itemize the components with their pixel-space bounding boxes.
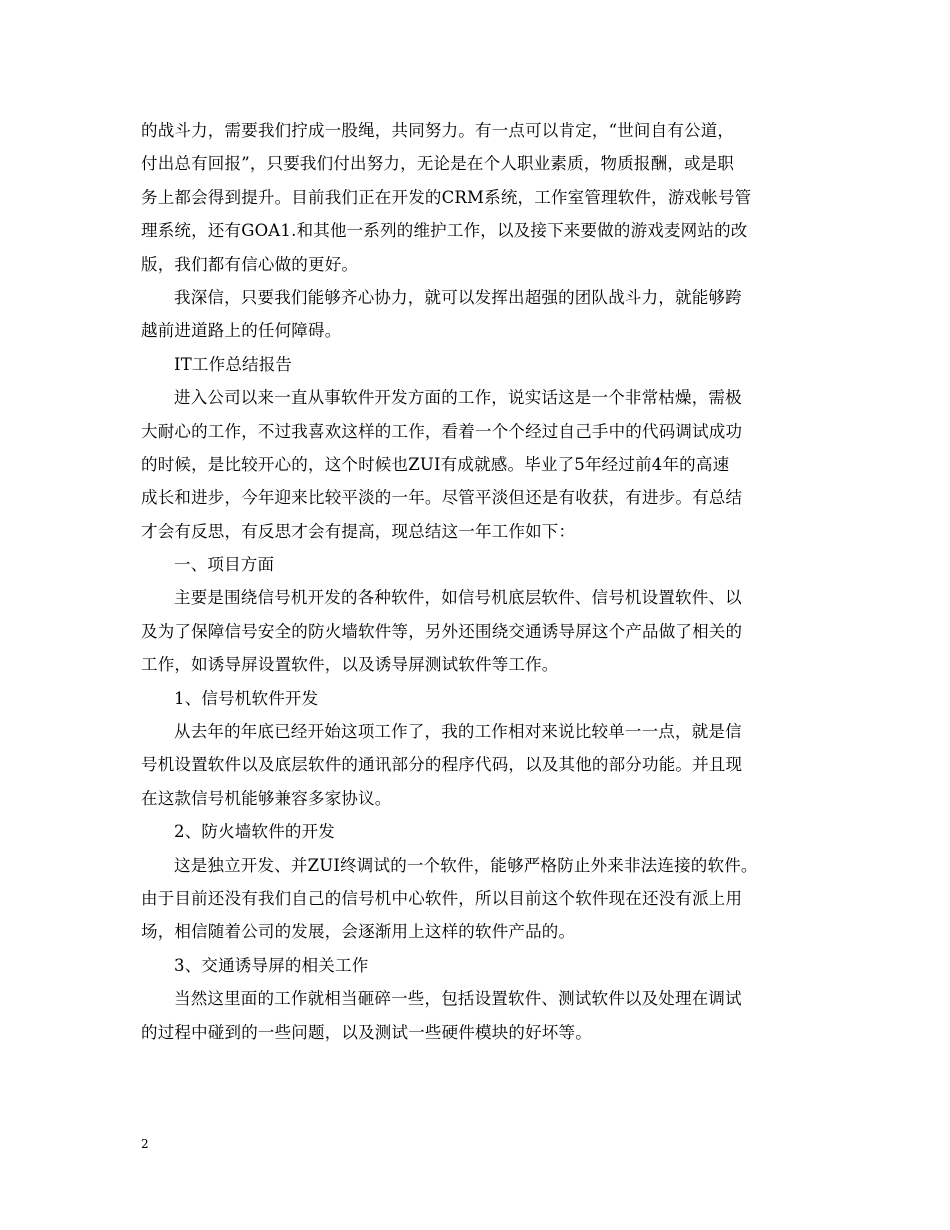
- text-line: 版，我们都有信心做的更好。: [141, 254, 359, 274]
- text-line: 的战斗力，需要我们拧成一股绳，共同努力。有一点可以肯定，“世间自有公道，: [141, 121, 735, 140]
- page-number: 2: [141, 1137, 149, 1151]
- text-line: 才会有反思，有反思才会有提高，现总结这一年工作如下：: [141, 521, 576, 541]
- text-line: 务上都会得到提升。目前我们正在开发的CRM系统，工作室管理软件，游戏帐号管: [141, 187, 752, 207]
- text-line: 付出总有回报”，只要我们付出努力，无论是在个人职业素质，物质报酬，或是职: [141, 154, 735, 174]
- text-line: 进入公司以来一直从事软件开发方面的工作，说实话这是一个非常枯燥，需极: [174, 388, 742, 408]
- text-line: 大耐心的工作，不过我喜欢这样的工作，看着一个个经过自己手中的代码调试成功: [141, 421, 743, 441]
- text-line: IT工作总结报告: [174, 354, 293, 374]
- text-line: 2、防火墙软件的开发: [174, 822, 335, 842]
- text-line: 当然这里面的工作就相当砸碎一些，包括设置软件、测试软件以及处理在调试: [174, 989, 742, 1009]
- text-line: 工作，如诱导屏设置软件，以及诱导屏测试软件等工作。: [141, 655, 559, 675]
- text-line: 由于目前还没有我们自己的信号机中心软件，所以目前这个软件现在还没有派上用: [141, 888, 743, 908]
- text-line: 我深信，只要我们能够齐心协力，就可以发挥出超强的团队战斗力，就能够跨: [174, 287, 742, 307]
- text-line: 场，相信随着公司的发展，会逐渐用上这样的软件产品的。: [141, 922, 576, 942]
- text-line: 及为了保障信号安全的防火墙软件等，另外还围绕交通诱导屏这个产品做了相关的: [141, 621, 743, 641]
- text-line: 1、信号机软件开发: [174, 688, 319, 708]
- text-line: 越前进道路上的任何障碍。: [141, 321, 342, 341]
- text-line: 这是独立开发、并ZUI终调试的一个软件，能够严格防止外来非法连接的软件。: [174, 855, 758, 875]
- text-line: 主要是围绕信号机开发的各种软件，如信号机底层软件、信号机设置软件、以: [174, 588, 742, 608]
- text-line: 从去年的年底已经开始这项工作了，我的工作相对来说比较单一一点，就是信: [174, 722, 742, 742]
- text-line: 成长和进步，今年迎来比较平淡的一年。尽管平淡但还是有收获，有进步。有总结: [141, 488, 743, 508]
- text-line: 的过程中碰到的一些问题，以及测试一些硬件模块的好坏等。: [141, 1022, 592, 1042]
- text-line: 3、交通诱导屏的相关工作: [174, 955, 369, 975]
- text-line: 一、项目方面: [174, 555, 275, 575]
- document-body: [141, 114, 817, 1049]
- text-line: 在这款信号机能够兼容多家协议。: [141, 788, 392, 808]
- text-line: 理系统，还有GOA1.和其他一系列的维护工作，以及接下来要做的游戏麦网站的改: [141, 221, 748, 241]
- text-line: 的时候，是比较开心的，这个时候也ZUI有成就感。毕业了5年经过前4年的高速: [141, 454, 730, 474]
- text-line: 号机设置软件以及底层软件的通讯部分的程序代码，以及其他的部分功能。并且现: [141, 755, 743, 775]
